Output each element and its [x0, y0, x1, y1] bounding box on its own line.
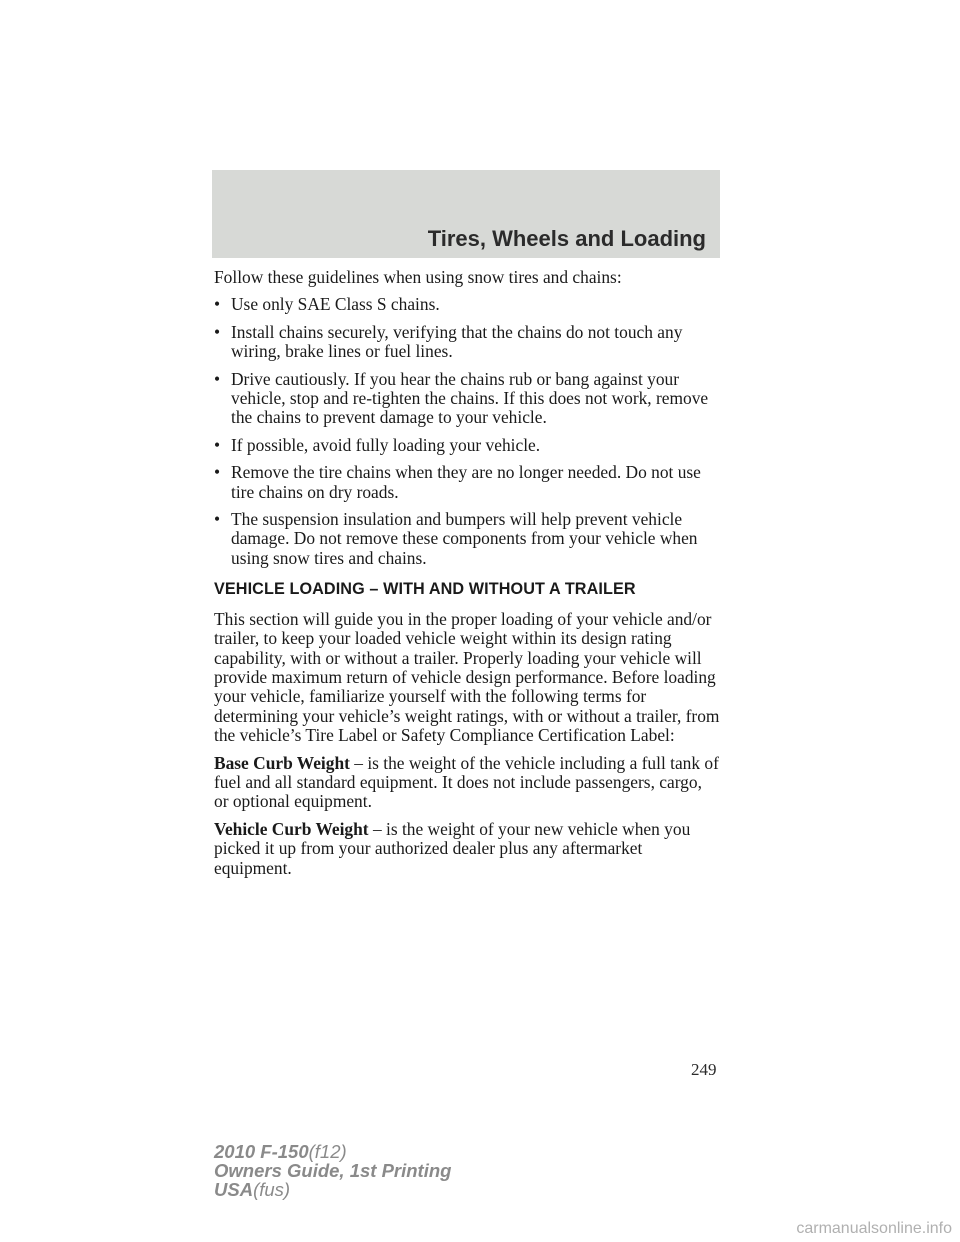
definition-text: – is the weight of your new vehicle when you picked it up from your authorized dealer plus any aftermarket equipment. — [214, 818, 691, 878]
page-number: 249 — [691, 1060, 717, 1079]
watermark-text: carmanualsonline.info — [796, 1220, 952, 1237]
footer-edition-info — [214, 1142, 451, 1199]
list-item: • If possible, avoid fully loading your vehicle. — [214, 434, 541, 455]
bullet-icon: • — [214, 368, 221, 389]
bullet-icon: • — [214, 462, 221, 483]
footer-line-model: 2010 F-150(f12) — [214, 1141, 347, 1162]
list-item: • The suspension insulation and bumpers will help prevent vehicle damage. Do not remove these components from your vehicle when using snow tires and chains. — [214, 509, 698, 568]
list-item: • Drive cautiously. If you hear the chains rub or bang against your vehicle, stop and re-tighten the chains. If this does not work, remove the chains to prevent damage to your vehicle. — [214, 368, 709, 428]
definition-term: Vehicle Curb Weight — [214, 818, 369, 839]
definition-term: Base Curb Weight — [214, 752, 350, 773]
footer-line-printing: Owners Guide, 1st Printing — [214, 1160, 452, 1181]
intro-paragraph: Follow these guidelines when using snow tires and chains: — [214, 267, 622, 287]
bullet-icon: • — [214, 434, 221, 455]
footer-line-region: USA(fus) — [214, 1179, 291, 1200]
definition-vehicle-curb-weight — [214, 820, 720, 878]
definition-text: – is the weight of the vehicle including a full tank of fuel and all standard equipment. It does not include passengers, cargo, or optional equipment. — [214, 752, 719, 812]
vehicle-loading-heading: VEHICLE LOADING – WITH AND WITHOUT A TRAILER — [214, 580, 636, 599]
list-item: • Use only SAE Class S chains. — [214, 294, 440, 315]
list-item: • Install chains securely, verifying that the chains do not touch any wiring, brake lines or fuel lines. — [214, 321, 683, 362]
page-content — [214, 268, 720, 886]
list-item: • Remove the tire chains when they are no longer needed. Do not use tire chains on dry roads. — [214, 462, 701, 502]
bullet-icon: • — [214, 294, 221, 315]
section-header-band — [212, 170, 720, 258]
snow-chain-guidelines-list — [214, 295, 720, 568]
bullet-icon: • — [214, 509, 221, 530]
section-title: Tires, Wheels and Loading — [427, 226, 706, 251]
definition-base-curb-weight — [214, 754, 720, 812]
vehicle-loading-paragraph: This section will guide you in the proper loading of your vehicle and/or trailer, to keep your loaded vehicle weight within its design rating capability, with or without a trailer. Properly loading your vehicle will provide maximum return of vehicle design performance. Before loading your vehicle, familiarize yourself with the following terms for determining your vehicle’s weight ratings, with or without a trailer, from the vehicle’s Tire Label or Safety Compliance Certification Label: — [214, 608, 720, 746]
bullet-icon: • — [214, 321, 221, 342]
